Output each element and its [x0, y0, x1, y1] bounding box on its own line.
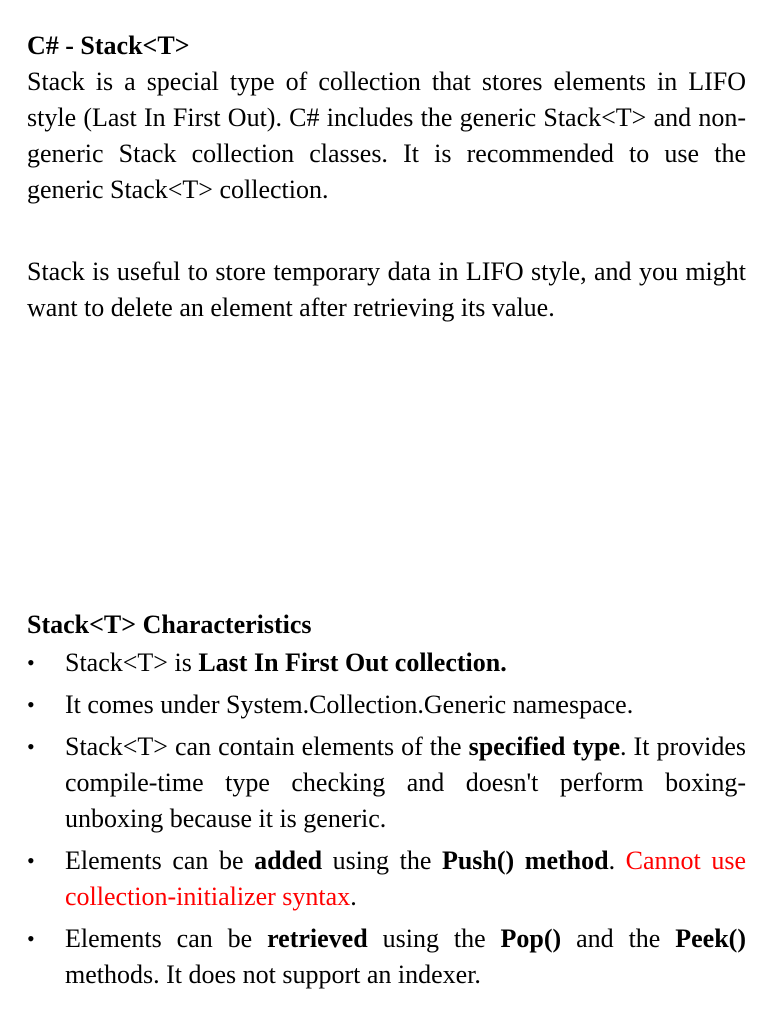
intro-paragraph-2: Stack is useful to store temporary data in LIFO style, and you might want to delete an element after retrieving its value. — [27, 257, 746, 322]
intro-paragraph-1: Stack is a special type of collection that stores elements in LIFO style (Last In First Out). C# includes the generic Stack<T> and non-generic Stack collection classes. It is recommended to use the generic Stack<T> collection. — [27, 67, 746, 204]
item-bold: retrieved — [267, 924, 368, 953]
item-text: and the — [561, 924, 676, 953]
bullet-icon: • — [27, 650, 35, 675]
item-text: It comes under System.Collection.Generic namespace. — [65, 690, 634, 719]
bullet-icon: • — [27, 926, 35, 951]
characteristics-list — [27, 645, 746, 993]
item-text: methods. It does not support an indexer. — [65, 960, 481, 989]
list-item — [27, 645, 746, 681]
bullet-icon: • — [27, 848, 35, 873]
item-text: . It provides compile-time type checking and doesn't perform boxing-unboxing because it is generic. — [65, 732, 747, 833]
item-warning-text: Cannot use collection-initializer syntax — [65, 846, 747, 911]
item-bold: Pop() — [500, 924, 562, 953]
item-bold: Peek() — [675, 924, 746, 953]
item-text: Elements can be — [65, 924, 268, 953]
item-bold: Last In First Out collection. — [198, 648, 507, 677]
list-item — [27, 843, 746, 915]
bullet-icon: • — [27, 692, 35, 717]
item-bold: added — [254, 846, 323, 875]
characteristics-section — [27, 607, 746, 999]
item-text: . — [608, 846, 626, 875]
page-title: C# - Stack<T> — [27, 31, 190, 60]
list-item — [27, 921, 746, 993]
list-item — [27, 729, 746, 837]
intro-section — [27, 28, 746, 326]
item-text: Stack<T> is — [65, 648, 199, 677]
item-text: using the — [367, 924, 501, 953]
item-bold: Push() method — [441, 846, 609, 875]
item-text: Elements can be — [65, 846, 255, 875]
item-text: . — [350, 882, 357, 911]
bullet-icon: • — [27, 734, 35, 759]
item-bold: specified type — [468, 732, 621, 761]
paragraph-spacer — [27, 208, 746, 254]
list-item — [27, 687, 746, 723]
item-text: Stack<T> can contain elements of the — [65, 732, 469, 761]
item-text: using the — [322, 846, 442, 875]
characteristics-title: Stack<T> Characteristics — [27, 610, 312, 639]
